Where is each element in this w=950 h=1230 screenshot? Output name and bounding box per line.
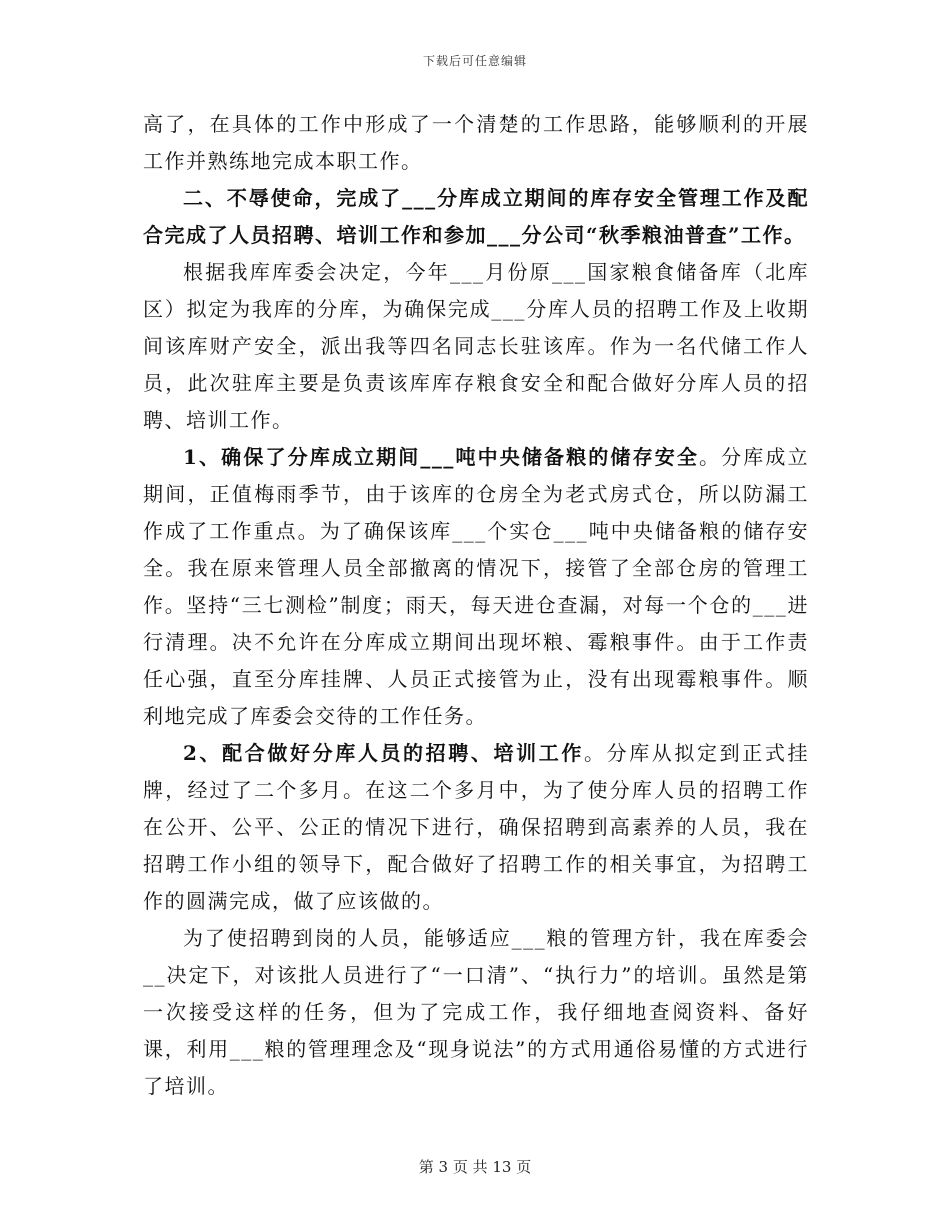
paragraph-training: 为了使招聘到岗的人员，能够适应___粮的管理方针，我在库委会__决定下，对该批人员进行了“一口清”、“执行力”的培训。虽然是第一次接受这样的任务，但为了完成工作，我仔细地查阅资料、备好课，利用___粮的管理理念及“现身说法”的方式用通俗易懂的方式进行了培训。 <box>143 926 809 1098</box>
paragraph-background: 根据我库库委会决定，今年___月份原___国家粮食储备库（北库区）拟定为我库的分库，为确保完成___分库人员的招聘工作及上收期间该库财产安全，派出我等四名同志长驻该库。作为一名代储工作人员，此次驻库主要是负责该库库存粮食安全和配合做好分库人员的招聘、培训工作。 <box>143 260 809 432</box>
section-heading-2: 二、不辱使命，完成了___分库成立期间的库存安全管理工作及配合完成了人员招聘、培训工作和参加___分公司“秋季粮油普查”工作。 <box>143 186 809 247</box>
document-body <box>143 106 809 1105</box>
item-2-paragraph <box>143 735 809 920</box>
item-1-text: 。分库成立期间，正值梅雨季节，由于该库的仓房全为老式房式仓，所以防漏工作成了工作重点。为了确保该库___个实仓___吨中央储备粮的储存安全。我在原来管理人员全部撤离的情况下，接管了全部仓房的管理工作。坚持“三七测检”制度；雨天，每天进仓查漏，对每一个仓的___进行清理。决不允许在分库成立期间出现坏粮、霉粮事件。由于工作责任心强，直至分库挂牌、人员正式接管为止，没有出现霉粮事件。顺利地完成了库委会交待的工作任务。 <box>143 445 809 728</box>
page-number: 第 3 页 共 13 页 <box>418 1158 532 1176</box>
paragraph-continuation: 高了，在具体的工作中形成了一个清楚的工作思路，能够顺利的开展工作并熟练地完成本职工作。 <box>143 112 809 173</box>
item-2-text: 。分库从拟定到正式挂牌，经过了二个多月。在这二个多月中，为了使分库人员的招聘工作在公开、公平、公正的情况下进行，确保招聘到高素养的人员，我在招聘工作小组的领导下，配合做好了招聘工作的相关事宜，为招聘工作的圆满完成，做了应该做的。 <box>143 741 809 913</box>
page-header-note: 下载后可任意编辑 <box>422 54 527 68</box>
item-2-lead: 2、配合做好分库人员的招聘、培训工作 <box>183 741 584 765</box>
item-1-paragraph <box>143 439 809 735</box>
item-1-lead: 1、确保了分库成立期间___吨中央储备粮的储存安全 <box>183 445 699 469</box>
